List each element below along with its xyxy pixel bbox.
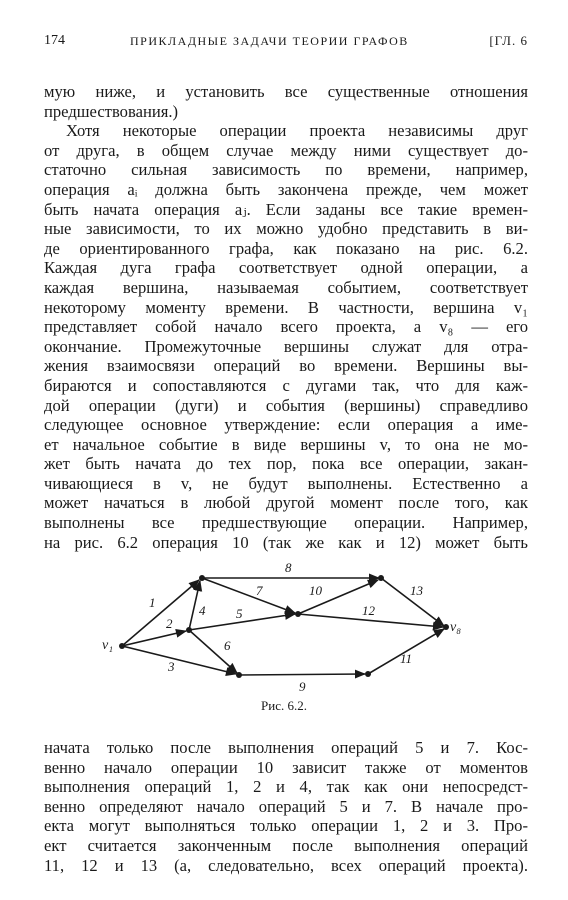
edge-label-2: 2 — [166, 616, 173, 631]
directed-graph — [96, 555, 476, 695]
edge-7 — [202, 578, 295, 613]
text-line: венно начало операции 10 зависит также от моментов — [44, 757, 528, 777]
edge-label-9: 9 — [299, 679, 306, 694]
vertex-d — [236, 672, 242, 678]
text-line: начата только после выполнения операций 5 и 7. Кос- — [44, 738, 528, 757]
text-line: 11, 12 и 13 (а, следовательно, всех операций проекта). — [44, 855, 528, 875]
text-line: каждая вершина, называемая событием, соответствует — [44, 277, 528, 297]
text-line: де ориентированного графа, как показано на рис. 6.2. — [44, 238, 528, 258]
edge-9 — [239, 674, 365, 675]
vertex-label-end: v₈ — [450, 620, 462, 635]
text-line: дой операции (дуги) и события (вершины) справедливо — [44, 395, 528, 415]
vertex-v1 — [119, 643, 125, 649]
running-title: ПРИКЛАДНЫЕ ЗАДАЧИ ТЕОРИИ ГРАФОВ — [130, 34, 409, 48]
edge-label-7: 7 — [256, 583, 263, 598]
edge-3 — [122, 646, 236, 674]
text-line: жет быть начата до тех пор, пока все операции, закан- — [44, 454, 528, 474]
figure-caption: Рис. 6.2. — [261, 698, 307, 713]
text-line: от друга, в общем случае между ними существует до- — [44, 140, 528, 160]
chapter-reference: [ГЛ. 6 — [489, 33, 528, 48]
text-line: ект считается законченным после выполнения операций — [44, 835, 528, 855]
vertex-label-start: v₁ — [102, 638, 114, 653]
text-line: быть начата операция aⱼ. Если заданы все такие времен- — [44, 199, 528, 219]
edge-label-1: 1 — [149, 595, 156, 610]
text-line: на рис. 6.2 операция 10 (так же как и 12) может быть — [44, 532, 528, 552]
vertex-a — [199, 575, 205, 581]
vertex-labels — [102, 620, 461, 653]
text-line: выполнены все предшествующие операции. Например, — [44, 513, 528, 533]
edge-label-4: 4 — [199, 603, 206, 618]
edge-label-13: 13 — [410, 583, 423, 598]
edge-label-11: 11 — [400, 651, 413, 666]
text-line: венно определяют начало операций 5 и 7. В начале про- — [44, 796, 528, 816]
edge-label-12: 12 — [362, 603, 375, 618]
text-line: мую ниже, и установить все существенные отношения — [44, 82, 528, 101]
edge-1 — [122, 580, 199, 646]
page-number: 174 — [44, 33, 65, 48]
vertex-e — [378, 575, 384, 581]
text-line: выполнения операций 1, 2 и 4, так как они непосредст- — [44, 777, 528, 797]
text-line: ные зависимости, то их можно удобно представить в ви- — [44, 219, 528, 239]
text-line: жения взаимосвязи операций во времени. Вершины вы- — [44, 356, 528, 376]
edge-label-6: 6 — [224, 638, 231, 653]
edge-label-8: 8 — [285, 560, 292, 575]
text-line: Каждая дуга графа соответствует одной операции, а — [44, 258, 528, 278]
paragraph-bottom — [44, 738, 528, 875]
text-line: операция aᵢ должна быть закончена прежде, чем может — [44, 179, 528, 199]
text-line: бираются и сопоставляются с дугами так, что для каж- — [44, 375, 528, 395]
vertex-b — [186, 627, 192, 633]
text-line: предшествования.) — [44, 101, 179, 121]
text-line: ет начальное событие в виде вершины v, то она не мо- — [44, 434, 528, 454]
text-line: может начаться в любой другой момент после того, как — [44, 493, 528, 513]
text-line: представляет собой начало всего проекта, а v₈ — его — [44, 317, 528, 337]
text-line: Хотя некоторые операции проекта независимы друг — [66, 121, 528, 141]
text-line: следующее основное утверждение: если операция a име- — [44, 415, 528, 435]
edge-label-3: 3 — [168, 659, 175, 674]
text-line: некоторому моменту времени. В частности, вершина v₁ — [44, 297, 528, 317]
text-line: чивающиеся в v, не будут выполнены. Естественно a — [44, 473, 528, 493]
page-header — [44, 33, 528, 53]
text-line: окончание. Промежуточные вершины служат для отра- — [44, 336, 528, 356]
project-graph-figure — [96, 555, 476, 695]
vertex-v8 — [443, 624, 449, 630]
edge-label-10: 10 — [309, 583, 322, 598]
text-line: статочно сильная зависимость по времени, например, — [44, 160, 528, 180]
vertex-c — [295, 611, 301, 617]
paragraph-top — [44, 82, 528, 552]
vertex-f — [365, 671, 371, 677]
edge-label-5: 5 — [236, 606, 243, 621]
text-line: екта могут выполняться только операции 1, 2 и 3. Про- — [44, 816, 528, 836]
